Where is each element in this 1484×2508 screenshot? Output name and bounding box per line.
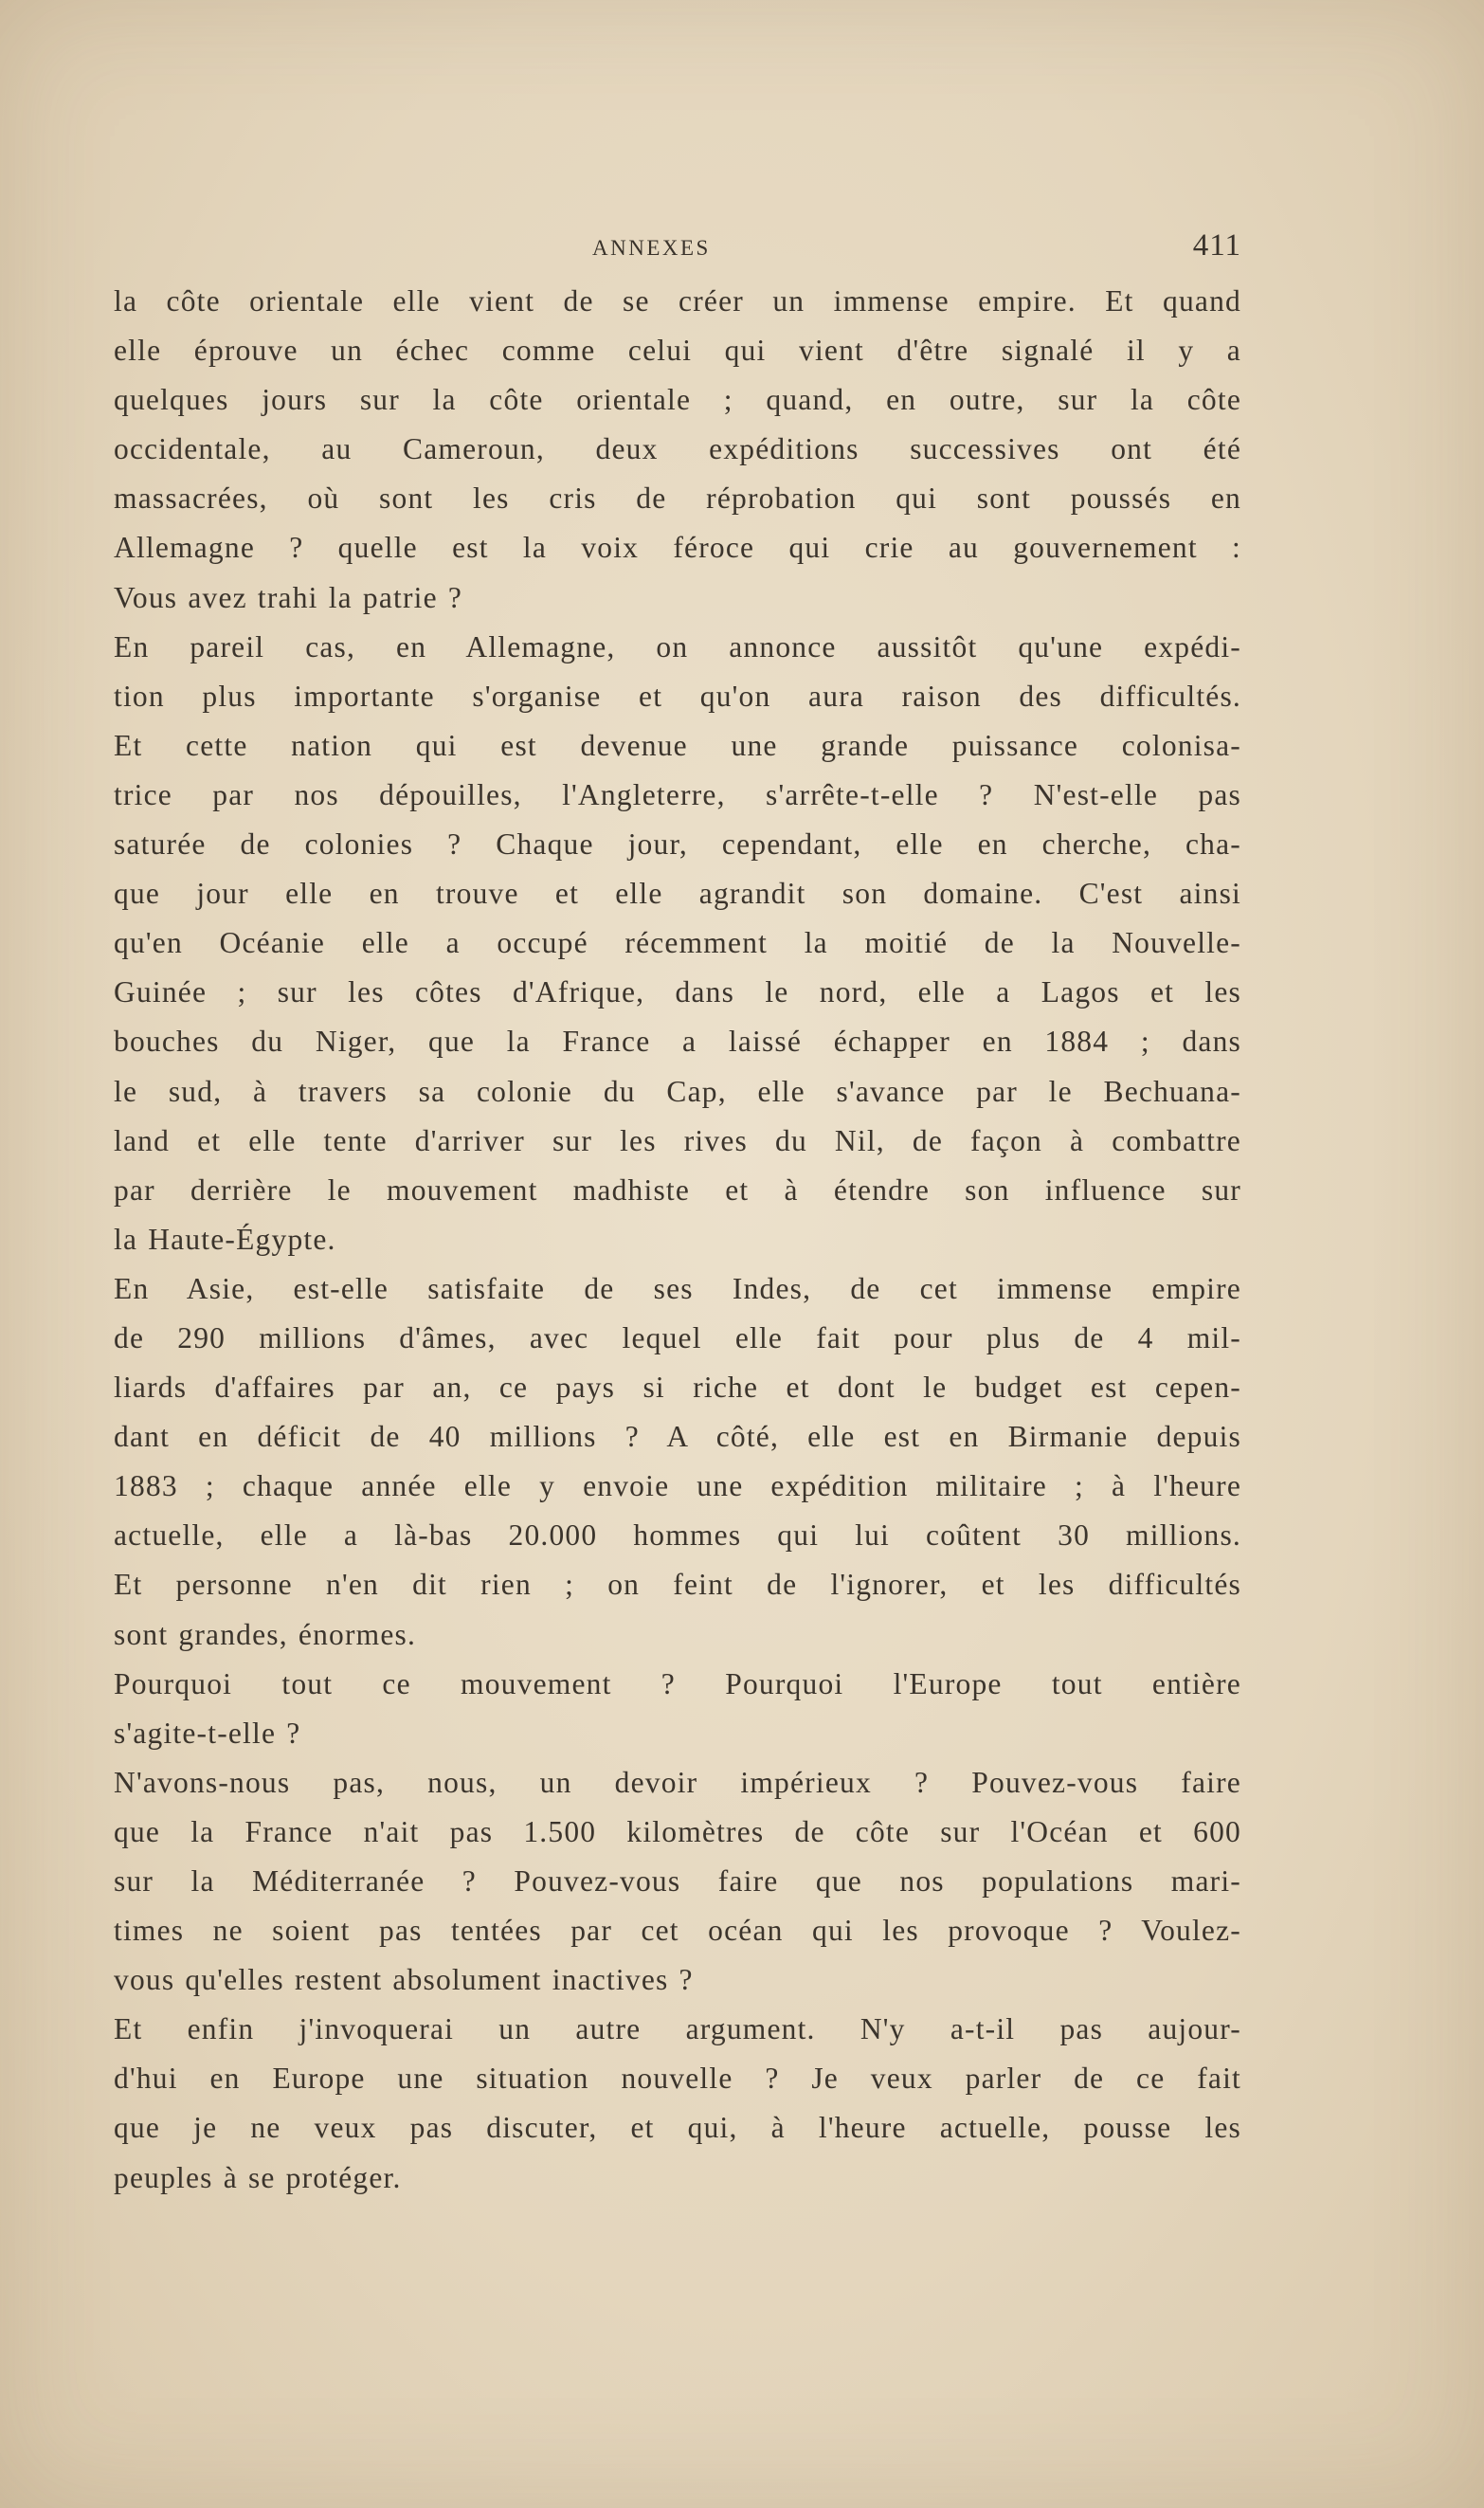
text-line: Guinée ; sur les côtes d'Afrique, dans le nord, elle a Lagos et les (114, 975, 1241, 1009)
text-line: times ne soient pas tentées par cet océan qui les provoque ? Voulez- (114, 1914, 1241, 1948)
text-line: que jour elle en trouve et elle agrandit son domaine. C'est ainsi (114, 877, 1241, 911)
text-line: bouches du Niger, que la France a laissé échapper en 1884 ; dans (114, 1025, 1241, 1059)
text-line: dant en déficit de 40 millions ? A côté, elle est en Birmanie depuis (114, 1420, 1241, 1454)
text-line: En Asie, est-elle satisfaite de ses Indes, de cet immense empire (114, 1271, 1241, 1305)
text-line: la côte orientale elle vient de se créer un immense empire. Et quand (114, 284, 1241, 318)
text-line: tion plus importante s'organise et qu'on aura raison des difficultés. (114, 679, 1241, 713)
text-line: Vous avez trahi la patrie ? (114, 580, 463, 614)
text-line: Pourquoi tout ce mouvement ? Pourquoi l'Europe tout entière (114, 1666, 1241, 1700)
text-line: s'agite-t-elle ? (114, 1716, 301, 1750)
text-line: elle éprouve un échec comme celui qui vient d'être signalé il y a (114, 334, 1241, 368)
text-line: vous qu'elles restent absolument inactives ? (114, 1963, 694, 1997)
text-line: En pareil cas, en Allemagne, on annonce aussitôt qu'une expédi- (114, 629, 1241, 663)
text-line: que je ne veux pas discuter, et qui, à l'heure actuelle, pousse les (114, 2111, 1241, 2145)
text-line: sur la Méditerranée ? Pouvez-vous faire que nos populations mari- (114, 1864, 1241, 1898)
text-line: actuelle, elle a là-bas 20.000 hommes qui lui coûtent 30 millions. (114, 1518, 1241, 1553)
text-line: le sud, à travers sa colonie du Cap, elle s'avance par le Bechuana- (114, 1074, 1241, 1108)
text-line: de 290 millions d'âmes, avec lequel elle fait pour plus de 4 mil- (114, 1320, 1241, 1354)
text-line: occidentale, au Cameroun, deux expéditions successives ont été (114, 432, 1241, 466)
body-text (114, 277, 1241, 2203)
text-line: la Haute-Égypte. (114, 1222, 336, 1256)
text-line: saturée de colonies ? Chaque jour, cependant, elle en cherche, cha- (114, 827, 1241, 862)
page-number: 411 (1192, 228, 1241, 263)
text-line: Allemagne ? quelle est la voix féroce qui crie au gouvernement : (114, 531, 1241, 565)
text-line: que la France n'ait pas 1.500 kilomètres de côte sur l'Océan et 600 (114, 1814, 1241, 1848)
text-line: quelques jours sur la côte orientale ; quand, en outre, sur la côte (114, 383, 1241, 417)
running-head (114, 228, 1241, 270)
text-line: Et enfin j'invoquerai un autre argument. N'y a-t-il pas aujour- (114, 2012, 1241, 2046)
text-line: trice par nos dépouilles, l'Angleterre, s'arrête-t-elle ? N'est-elle pas (114, 777, 1241, 811)
text-line: N'avons-nous pas, nous, un devoir impérieux ? Pouvez-vous faire (114, 1765, 1241, 1799)
text-line: Et cette nation qui est devenue une grande puissance colonisa- (114, 728, 1241, 762)
text-line: d'hui en Europe une situation nouvelle ? Je veux parler de ce fait (114, 2062, 1241, 2096)
text-line: sont grandes, énormes. (114, 1617, 417, 1651)
text-line: Et personne n'en dit rien ; on feint de l'ignorer, et les difficultés (114, 1568, 1241, 1602)
text-line: massacrées, où sont les cris de réprobation qui sont poussés en (114, 482, 1241, 516)
text-line: peuples à se protéger. (114, 2160, 402, 2194)
text-line: par derrière le mouvement madhiste et à étendre son influence sur (114, 1172, 1241, 1207)
running-title: ANNEXES (592, 236, 711, 260)
text-line: land et elle tente d'arriver sur les rives du Nil, de façon à combattre (114, 1123, 1241, 1157)
text-line: 1883 ; chaque année elle y envoie une expédition militaire ; à l'heure (114, 1469, 1241, 1503)
text-line: qu'en Océanie elle a occupé récemment la moitié de la Nouvelle- (114, 926, 1241, 960)
text-line: liards d'affaires par an, ce pays si riche et dont le budget est cepen- (114, 1371, 1241, 1405)
